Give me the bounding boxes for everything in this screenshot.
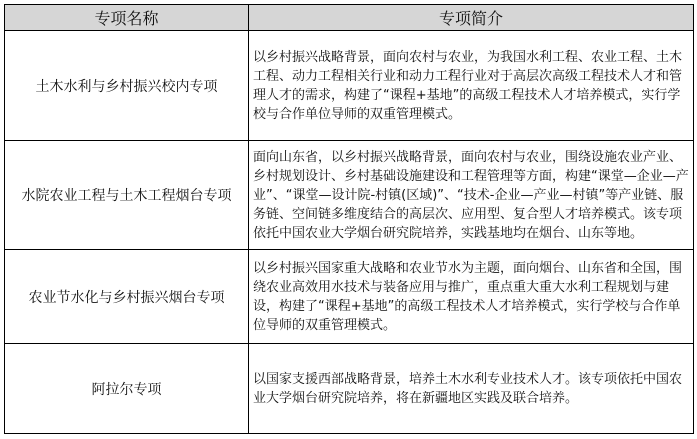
header-row: [5, 5, 694, 31]
header-program-name: 专项名称: [5, 5, 249, 31]
header-program-description: 专项简介: [249, 5, 694, 31]
program-description: 以乡村振兴战略背景，面向农村与农业，为我国水利工程、农业工程、土木工程、动力工程相关行业和动力工程行业对于高层次高级工程技术人才和管理人才的需求，构建了“课程+基地”的高级工程技术人才培养模式，实行学校与合作单位导师的双重管理模式。: [249, 31, 694, 141]
program-name: 土木水利与乡村振兴校内专项: [5, 31, 249, 141]
program-table: [4, 4, 694, 434]
program-description: 面向山东省，以乡村振兴战略背景，面向农村与农业，围绕设施农业产业、乡村规划设计、乡村基础设施建设和工程管理等方面，构建“课堂—企业—产业”、“课堂—设计院-村镇(区域)”、“技术-企业—产业—村镇”等产业链、服务链、空间链多维度结合的高层次、应用型、复合型人才培养模式。该专项依托中国农业大学烟台研究院培养，实践基地均在烟台、山东等地。: [249, 141, 694, 250]
table-row: [5, 31, 694, 141]
table-row: [5, 344, 694, 434]
table-row: [5, 250, 694, 344]
program-name: 阿拉尔专项: [5, 344, 249, 434]
program-name: 水院农业工程与土木工程烟台专项: [5, 141, 249, 250]
program-description: 以国家支援西部战略背景，培养土木水利专业技术人才。该专项依托中国农业大学烟台研究院培养，将在新疆地区实践及联合培养。: [249, 344, 694, 434]
table-row: [5, 141, 694, 250]
program-name: 农业节水化与乡村振兴烟台专项: [5, 250, 249, 344]
program-description: 以乡村振兴国家重大战略和农业节水为主题，面向烟台、山东省和全国，围绕农业高效用水技术与装备应用与推广，重点重大重大水利工程规划与建设，构建了“课程+基地”的高级工程技术人才培养模式，实行学校与合作单位导师的双重管理模式。: [249, 250, 694, 344]
